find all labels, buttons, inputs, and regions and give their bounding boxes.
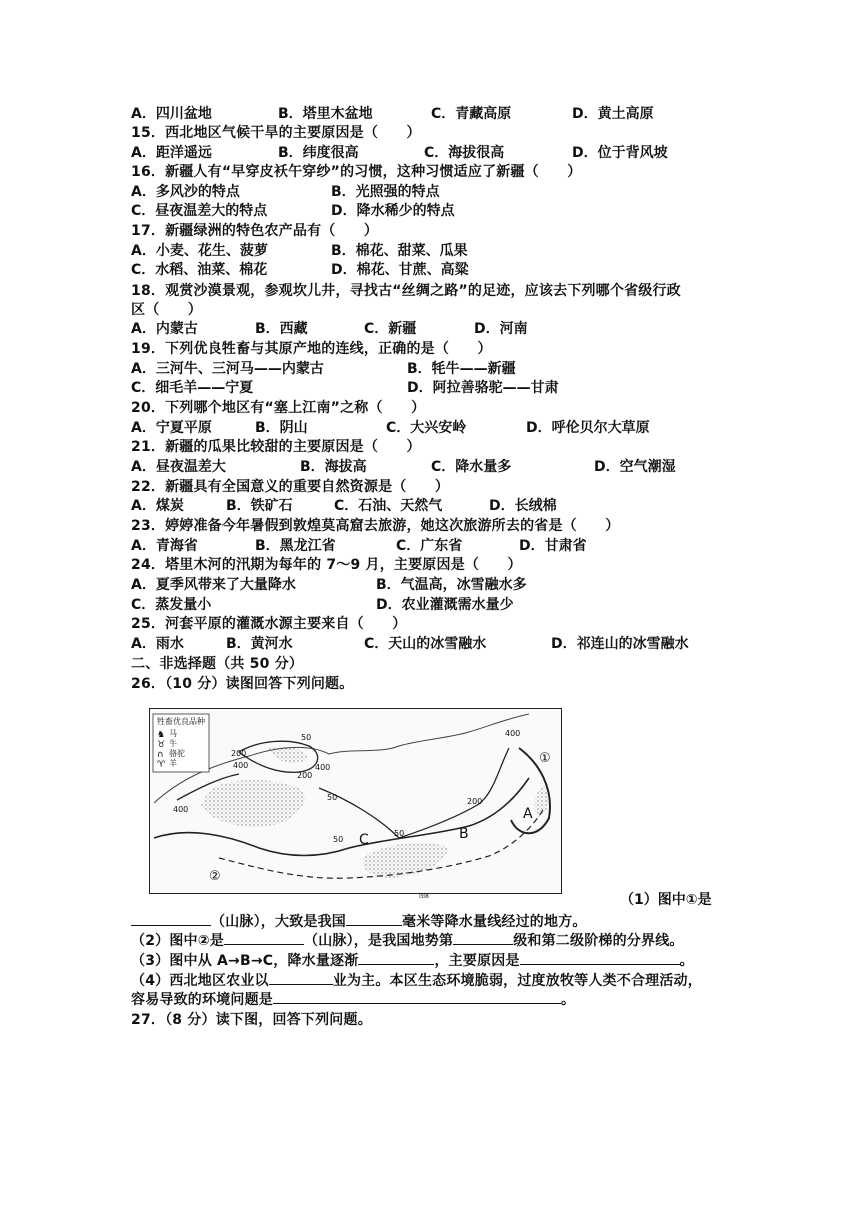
q20-option-c: C．大兴安岭: [386, 420, 467, 436]
q19-option-c: C．细毛羊——宁夏: [131, 380, 254, 396]
section-heading: 二、非选择题（共 50 分）: [131, 656, 304, 672]
isohyet-label: 50: [301, 733, 312, 742]
q15-option-c: C．海拔很高: [424, 145, 505, 161]
answer-blank[interactable]: [453, 930, 513, 945]
q26-part1-text: [131, 911, 587, 932]
legend-item-horse: 马: [169, 729, 177, 738]
q15-option-a: A．距洋遥远: [131, 145, 212, 161]
horse-icon: ♞: [157, 730, 166, 740]
q16-option-c: C．昼夜温差大的特点: [131, 203, 268, 219]
q18-option-a: A．内蒙古: [131, 321, 198, 337]
q23-option-b: B．黑龙江省: [255, 538, 336, 554]
camel-icon: ∩: [157, 750, 164, 760]
q19-option-b: B．牦牛——新疆: [407, 361, 516, 377]
q20-option-a: A．宁夏平原: [131, 420, 212, 436]
answer-blank[interactable]: [269, 970, 333, 985]
point-c-label: C: [359, 832, 369, 848]
q23-option-c: C．广东省: [396, 538, 463, 554]
q17-option-b: B．棉花、甜菜、瓜果: [331, 243, 468, 259]
isohyet-label: 50: [394, 829, 405, 838]
answer-blank[interactable]: [131, 911, 211, 926]
q26-stem: 26．（10 分）读图回答下列问题。: [131, 676, 354, 692]
q24-option-c: C．蒸发量小: [131, 597, 212, 613]
q25-stem: 25．河套平原的灌溉水源主要来自（ ）: [131, 616, 407, 632]
q17-option-a: A．小麦、花生、菠萝: [131, 243, 268, 259]
q18-stem-line1: 18．观赏沙漠景观，参观坎儿井，寻找古“丝绸之路”的足迹，应该去下列哪个省级行政: [131, 283, 681, 299]
q16-option-a: A．多风沙的特点: [131, 184, 240, 200]
q14-option-c: C．青藏高原: [431, 106, 512, 122]
q26-part2-end: 级和第二级阶梯的分界线。: [513, 933, 684, 949]
isohyet-label: 200: [231, 749, 247, 758]
q22-option-b: B．铁矿石: [226, 498, 293, 514]
q26-part1-mid: （山脉），大致是我国: [211, 914, 346, 930]
q17-option-d: D．棉花、甘蔗、高粱: [331, 262, 469, 278]
q16-stem: 16．新疆人有“早穿皮袄午穿纱”的习惯，这种习惯适应了新疆（ ）: [131, 164, 582, 180]
q26-part4-start-2: 容易导致的环境问题是: [131, 992, 273, 1008]
q25-option-d: D．祁连山的冰雪融水: [551, 636, 689, 652]
q14-option-a: A．四川盆地: [131, 106, 212, 122]
q26-part4-text: [131, 970, 702, 991]
q26-part4-end: 。: [561, 992, 576, 1008]
q22-option-c: C．石油、天然气: [334, 498, 443, 514]
legend-title: 牲畜优良品种: [157, 717, 205, 726]
q20-stem: 20．下列哪个地区有“塞上江南”之称（ ）: [131, 400, 426, 416]
q27-stem: 27．（8 分）读下图，回答下列问题。: [131, 1012, 372, 1028]
q21-option-c: C．降水量多: [431, 459, 512, 475]
q18-stem-line2: 区（ ）: [131, 302, 202, 318]
q24-option-d: D．农业灌溉需水量少: [376, 597, 514, 613]
q15-option-d: D．位于背风坡: [572, 145, 668, 161]
q26-part1-end: 毫米等降水量线经过的地方。: [402, 914, 587, 930]
q17-option-c: C．水稻、油菜、棉花: [131, 262, 268, 278]
q24-stem: 24．塔里木河的汛期为每年的 7～9 月，主要原因是（ ）: [131, 557, 522, 573]
point-a-label: A: [523, 806, 533, 822]
legend-item-cattle: 牛: [169, 739, 177, 748]
q26-part1-lead: （1）图中①是: [620, 892, 712, 908]
q19-option-d: D．阿拉善骆驼——甘肃: [407, 380, 559, 396]
northwest-map: [149, 708, 562, 900]
q16-option-b: B．光照强的特点: [331, 184, 440, 200]
q24-option-b: B．气温高，冰雪融水多: [376, 577, 527, 593]
q26-part4-start: （4）西北地区农业以: [131, 973, 269, 989]
q25-option-b: B．黄河水: [226, 636, 293, 652]
q19-option-a: A．三河牛、三河马——内蒙古: [131, 361, 324, 377]
q14-option-d: D．黄土高原: [572, 106, 654, 122]
q21-stem: 21．新疆的瓜果比较甜的主要原因是（ ）: [131, 439, 421, 455]
isohyet-label: 200: [467, 797, 483, 806]
map-caption: 图8: [419, 893, 429, 900]
q16-option-d: D．降水稀少的特点: [331, 203, 455, 219]
isohyet-label: 400: [505, 729, 521, 738]
q26-part2-text: [131, 930, 684, 951]
q26-part2-start: （2）图中②是: [131, 933, 224, 949]
cattle-icon: ♉: [157, 740, 166, 750]
q18-option-d: D．河南: [474, 321, 528, 337]
answer-blank[interactable]: [273, 989, 561, 1004]
q25-option-a: A．雨水: [131, 636, 184, 652]
q18-option-b: B．西藏: [255, 321, 308, 337]
q20-option-d: D．呼伦贝尔大草原: [526, 420, 650, 436]
legend-item-sheep: 羊: [169, 759, 177, 768]
q18-option-c: C．新疆: [364, 321, 417, 337]
marker-1-label: ①: [539, 751, 551, 766]
q26-part3-mid: ，主要原因是: [434, 953, 520, 969]
answer-blank[interactable]: [224, 930, 304, 945]
q25-option-c: C．天山的冰雪融水: [364, 636, 487, 652]
q26-part2-mid: （山脉），是我国地势第: [304, 933, 454, 949]
q26-part4-text-2: [131, 989, 575, 1010]
q20-option-b: B．阴山: [255, 420, 308, 436]
isohyet-label: 400: [233, 761, 249, 770]
q15-stem: 15．西北地区气候干旱的主要原因是（ ）: [131, 125, 421, 141]
isohyet-label: 50: [327, 793, 338, 802]
isohyet-label: 400: [315, 763, 331, 772]
answer-blank[interactable]: [346, 911, 402, 926]
answer-blank[interactable]: [358, 950, 434, 965]
q22-option-a: A．煤炭: [131, 498, 184, 514]
q15-option-b: B．纬度很高: [278, 145, 359, 161]
q21-option-b: B．海拔高: [300, 459, 367, 475]
legend-item-camel: 骆驼: [169, 749, 185, 758]
isohyet-label: 200: [297, 771, 313, 780]
q22-stem: 22．新疆具有全国意义的重要自然资源是（ ）: [131, 479, 450, 495]
q23-stem: 23．婷婷准备今年暑假到敦煌莫高窟去旅游，她这次旅游所去的省是（ ）: [131, 518, 620, 534]
q21-option-a: A．昼夜温差大: [131, 459, 226, 475]
marker-2-label: ②: [209, 869, 221, 884]
q17-stem: 17．新疆绿洲的特色农产品有（ ）: [131, 223, 379, 239]
northwest-map-figure: [149, 708, 562, 900]
q26-part3-text: [131, 950, 694, 971]
q14-option-b: B．塔里木盆地: [278, 106, 373, 122]
q23-option-d: D．甘肃省: [519, 538, 587, 554]
q23-option-a: A．青海省: [131, 538, 198, 554]
q26-part4-mid: 业为主。本区生态环境脆弱，过度放牧等人类不合理活动，: [332, 973, 702, 989]
point-b-label: B: [459, 826, 469, 842]
isohyet-label: 50: [333, 835, 344, 844]
sheep-icon: ♈: [157, 760, 166, 770]
q22-option-d: D．长绒棉: [489, 498, 557, 514]
isohyet-label: 400: [173, 805, 189, 814]
q26-part3-end: 。: [679, 953, 694, 969]
answer-blank[interactable]: [520, 950, 680, 965]
q19-stem: 19．下列优良牲畜与其原产地的连线，正确的是（ ）: [131, 341, 492, 357]
q24-option-a: A．夏季风带来了大量降水: [131, 577, 296, 593]
q21-option-d: D．空气潮湿: [594, 459, 676, 475]
q26-part3-start: （3）图中从 A→B→C，降水量逐渐: [131, 953, 359, 969]
